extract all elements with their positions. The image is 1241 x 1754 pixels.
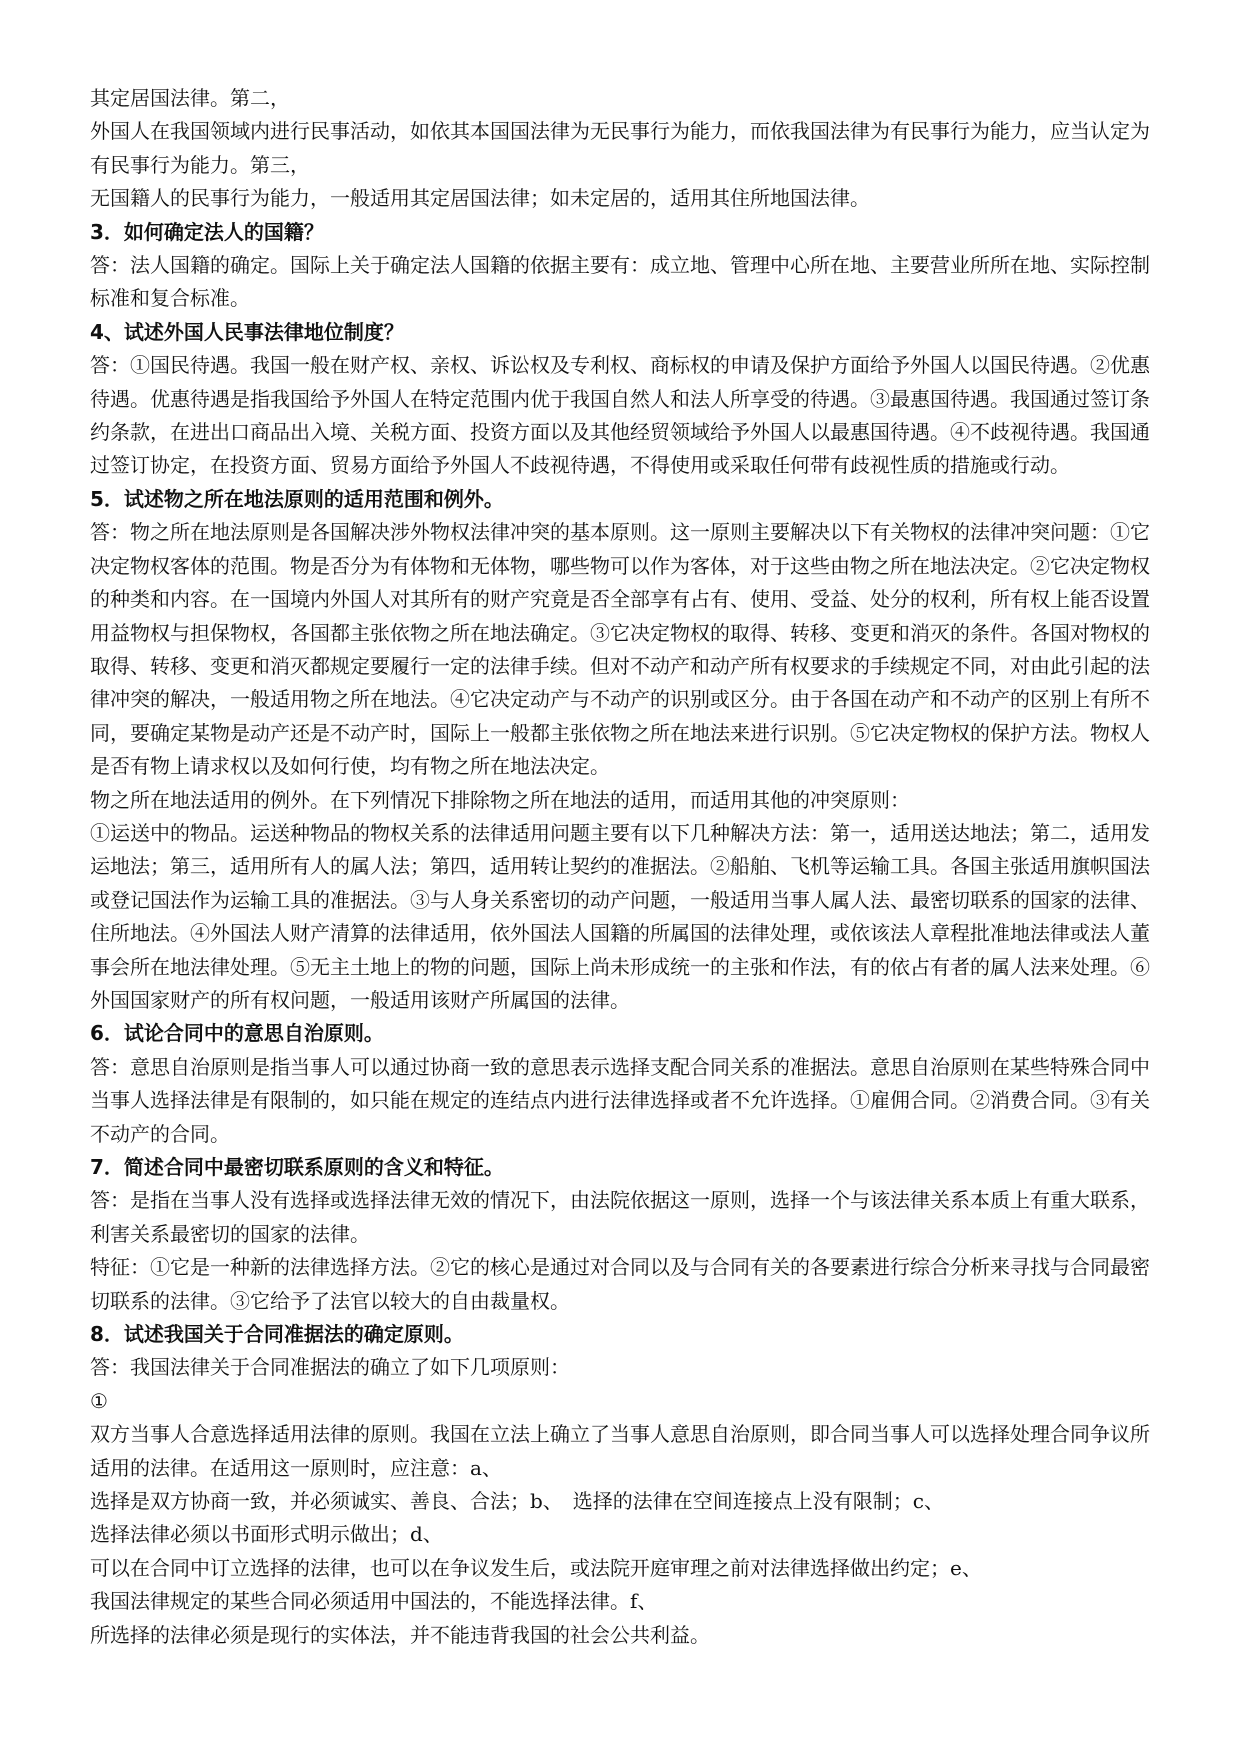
paragraph: 双方当事人合意选择适用法律的原则。我国在立法上确立了当事人意思自治原则，即合同当事人可以选择处理合同争议所适用的法律。在适用这一原则时，应注意：a、 xyxy=(90,1422,1150,1480)
document-page xyxy=(90,82,1150,1652)
section-heading: 6．试论合同中的意思自治原则。 xyxy=(90,1021,384,1046)
paragraph: 答：是指在当事人没有选择或选择法律无效的情况下，由法院依据这一原则，选择一个与该法律关系本质上有重大联系，利害关系最密切的国家的法律。 xyxy=(90,1188,1150,1246)
paragraph: 答：①国民待遇。我国一般在财产权、亲权、诉讼权及专利权、商标权的申请及保护方面给予外国人以国民待遇。②优惠待遇。优惠待遇是指我国给予外国人在特定范围内优于我国自然人和法人所享受的待遇。③最惠国待遇。我国通过签订条约条款，在进出口商品出入境、关税方面、投资方面以及其他经贸领域给予外国人以最惠国待遇。④不歧视待遇。我国通过签订协定，在投资方面、贸易方面给予外国人不歧视待遇，不得使用或采取任何带有歧视性质的措施或行动。 xyxy=(90,353,1150,478)
paragraph: 外国人在我国领域内进行民事活动，如依其本国国法律为无民事行为能力，而依我国法律为有民事行为能力，应当认定为有民事行为能力。第三， xyxy=(90,119,1150,177)
paragraph: 无国籍人的民事行为能力，一般适用其定居国法律；如未定居的，适用其住所地国法律。 xyxy=(90,186,870,211)
paragraph: 所选择的法律必须是现行的实体法，并不能违背我国的社会公共利益。 xyxy=(90,1622,710,1647)
paragraph: 物之所在地法适用的例外。在下列情况下排除物之所在地法的适用，而适用其他的冲突原则： xyxy=(90,787,910,812)
paragraph: 答：我国法律关于合同准据法的确立了如下几项原则： xyxy=(90,1355,570,1380)
paragraph: 特征：①它是一种新的法律选择方法。②它的核心是通过对合同以及与合同有关的各要素进行综合分析来寻找与合同最密切联系的法律。③它给予了法官以较大的自由裁量权。 xyxy=(90,1255,1150,1313)
section-heading: 4、试述外国人民事法律地位制度？ xyxy=(90,319,404,344)
section-heading: 8．试述我国关于合同准据法的确定原则。 xyxy=(90,1322,464,1347)
paragraph: 选择法律必须以书面形式明示做出；d、 xyxy=(90,1522,443,1547)
paragraph: 我国法律规定的某些合同必须适用中国法的，不能选择法律。f、 xyxy=(90,1589,658,1614)
paragraph: 答：法人国籍的确定。国际上关于确定法人国籍的依据主要有：成立地、管理中心所在地、主要营业所所在地、实际控制标准和复合标准。 xyxy=(90,253,1150,311)
paragraph: 可以在合同中订立选择的法律，也可以在争议发生后，或法院开庭审理之前对法律选择做出约定；e、 xyxy=(90,1555,982,1580)
section-heading: 3．如何确定法人的国籍？ xyxy=(90,219,324,244)
paragraph: 选择是双方协商一致，并必须诚实、善良、合法；b、 选择的法律在空间连接点上没有限制；c、 xyxy=(90,1489,945,1514)
paragraph: 其定居国法律。第二， xyxy=(90,86,290,110)
paragraph: 答：意思自治原则是指当事人可以通过协商一致的意思表示选择支配合同关系的准据法。意思自治原则在某些特殊合同中当事人选择法律是有限制的，如只能在规定的连结点内进行法律选择或者不允许选择。①雇佣合同。②消费合同。③有关不动产的合同。 xyxy=(90,1054,1150,1146)
section-heading: 5．试述物之所在地法原则的适用范围和例外。 xyxy=(90,486,504,511)
section-heading: 7．简述合同中最密切联系原则的含义和特征。 xyxy=(90,1155,504,1179)
paragraph: 答：物之所在地法原则是各国解决涉外物权法律冲突的基本原则。这一原则主要解决以下有关物权的法律冲突问题：①它决定物权客体的范围。物是否分为有体物和无体物，哪些物可以作为客体，对于这些由物之所在地法决定。②它决定物权的种类和内容。在一国境内外国人对其所有的财产究竟是否全部享有占有、使用、受益、处分的权利，所有权上能否设置用益物权与担保物权，各国都主张依物之所在地法确定。③它决定物权的取得、转移、变更和消灭的条件。各国对物权的取得、转移、变更和消灭都规定要履行一定的法律手续。但对不动产和动产所有权要求的手续规定不同，对由此引起的法律冲突的解决，一般适用物之所在地法。④它决定动产与不动产的识别或区分。由于各国在动产和不动产的区别上有所不同，要确定某物是动产还是不动产时，国际上一般都主张依物之所在地法来进行识别。⑤它决定物权的保护方法。物权人是否有物上请求权以及如何行使，均有物之所在地法决定。 xyxy=(90,520,1150,779)
paragraph: ① xyxy=(90,1388,108,1413)
paragraph: ①运送中的物品。运送种物品的物权关系的法律适用问题主要有以下几种解决方法：第一，适用送达地法；第二，适用发运地法；第三，适用所有人的属人法；第四，适用转让契约的准据法。②船舶、飞机等运输工具。各国主张适用旗帜国法或登记国法作为运输工具的准据法。③与人身关系密切的动产问题，一般适用当事人属人法、最密切联系的国家的法律、住所地法。④外国法人财产清算的法律适用，依外国法人国籍的所属国的法律处理，或依该法人章程批准地法律或法人董事会所在地法律处理。⑤无主土地上的物的问题，国际上尚未形成统一的主张和作法，有的依占有者的属人法来处理。⑥外国国家财产的所有权问题，一般适用该财产所属国的法律。 xyxy=(90,820,1150,1012)
